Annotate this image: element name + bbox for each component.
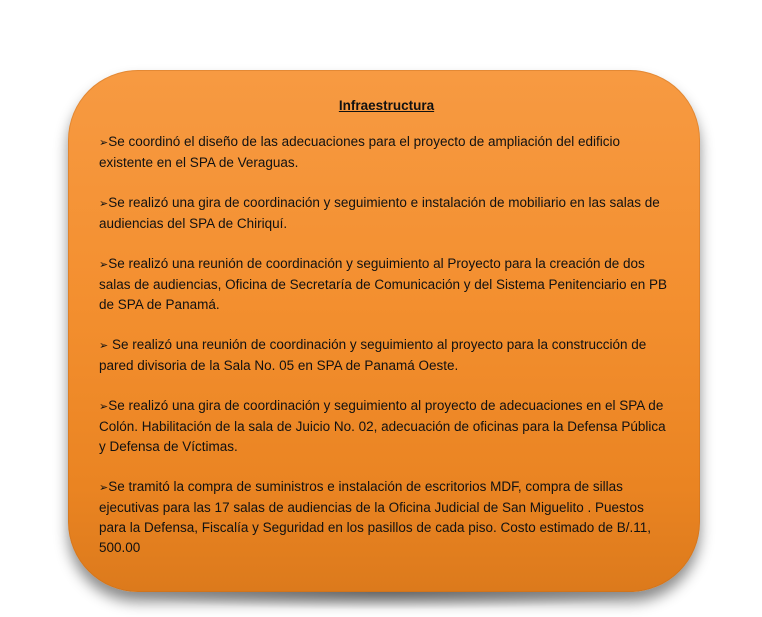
- bullet-item: [99, 132, 674, 173]
- bullet-item: [99, 335, 674, 376]
- bullet-text: Se realizó una gira de coordinación y seguimiento al proyecto de adecuaciones en el SPA de Colón. Habilitación de la sala de Juicio No. 02, adecuación de oficinas para la Defensa Pública y Defensa de Víctimas.: [99, 398, 666, 454]
- arrow-bullet-icon: ➢: [99, 482, 109, 494]
- bullet-item: [99, 396, 674, 457]
- bullet-text: Se realizó una reunión de coordinación y seguimiento al proyecto para la construcción de pared divisoria de la Sala No. 05 en SPA de Panamá Oeste.: [99, 337, 647, 373]
- bullet-item: [99, 254, 674, 315]
- bullet-item: [99, 193, 674, 234]
- arrow-bullet-icon: ➢: [99, 259, 109, 271]
- section-title: Infraestructura: [338, 98, 435, 113]
- infrastructure-card: [68, 70, 700, 592]
- arrow-bullet-icon: ➢: [99, 340, 109, 352]
- arrow-bullet-icon: ➢: [99, 198, 109, 210]
- bullet-text: Se realizó una gira de coordinación y seguimiento e instalación de mobiliario en las salas de audiencias del SPA de Chiriquí.: [99, 195, 660, 231]
- bullet-text: Se realizó una reunión de coordinación y seguimiento al Proyecto para la creación de dos salas de audiencias, Oficina de Secretaría de Comunicación y del Sistema Penitenciario en PB de SPA de Panamá.: [99, 256, 668, 312]
- arrow-bullet-icon: ➢: [99, 401, 109, 413]
- bullet-text: Se coordinó el diseño de las adecuaciones para el proyecto de ampliación del edificio existente en el SPA de Veraguas.: [99, 134, 621, 170]
- bullet-text: Se tramitó la compra de suministros e instalación de escritorios MDF, compra de sillas ejecutivas para las 17 salas de audiencias de la Oficina Judicial de San Miguelito . Puestos para la Defensa, Fiscalía y Seguridad en los pasillos de cada piso. Costo estimado de B/.11, 500.00: [99, 479, 652, 555]
- bullet-item: [99, 477, 674, 558]
- arrow-bullet-icon: ➢: [99, 137, 109, 149]
